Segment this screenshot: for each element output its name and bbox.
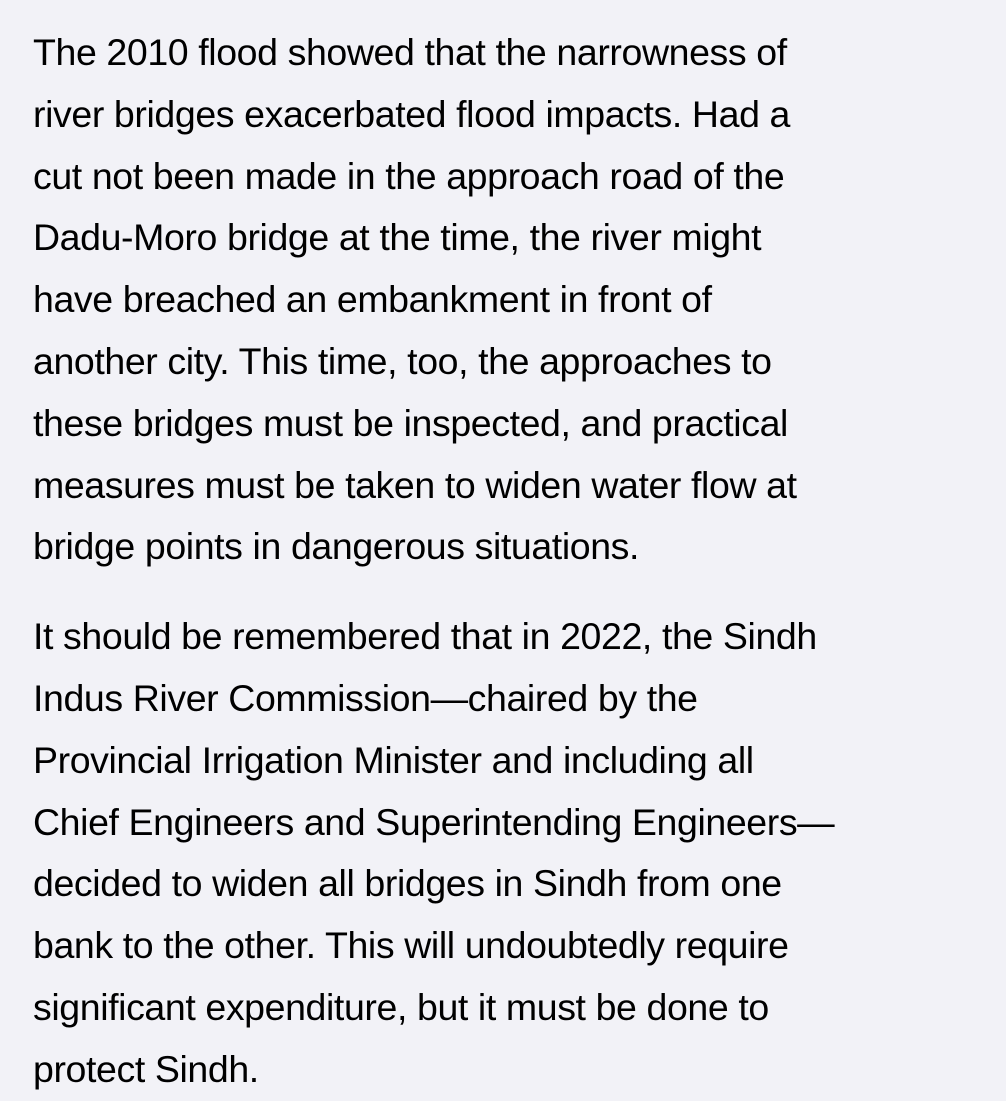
paragraph-line: Provincial Irrigation Minister and including all <box>33 738 754 781</box>
article-body <box>33 22 993 1101</box>
paragraph-line: cut not been made in the approach road of the <box>33 154 785 197</box>
paragraph-line: another city. This time, too, the approaches to <box>33 339 772 382</box>
paragraph-line: protect Sindh. <box>33 1047 259 1090</box>
paragraph-line: significant expenditure, but it must be done to <box>33 985 769 1028</box>
paragraph-line: river bridges exacerbated flood impacts. Had a <box>33 92 790 135</box>
paragraph-line: Indus River Commission—chaired by the <box>33 676 698 719</box>
paragraph-line: bank to the other. This will undoubtedly require <box>33 924 789 967</box>
paragraph-2 <box>33 606 993 1100</box>
paragraph-line: Chief Engineers and Superintending Engineers— <box>33 800 835 843</box>
paragraph-line: The 2010 flood showed that the narrowness of <box>33 31 787 73</box>
paragraph-line: It should be remembered that in 2022, the Sindh <box>33 615 817 658</box>
paragraph-line: bridge points in dangerous situations. <box>33 525 640 568</box>
paragraph-spacer <box>33 578 993 606</box>
paragraph-1 <box>33 22 993 578</box>
paragraph-line: measures must be taken to widen water flow at <box>33 463 797 506</box>
paragraph-line: have breached an embankment in front of <box>33 278 712 321</box>
paragraph-line: these bridges must be inspected, and practical <box>33 401 788 444</box>
paragraph-line: decided to widen all bridges in Sindh from one <box>33 862 782 905</box>
paragraph-line: Dadu-Moro bridge at the time, the river might <box>33 216 762 259</box>
